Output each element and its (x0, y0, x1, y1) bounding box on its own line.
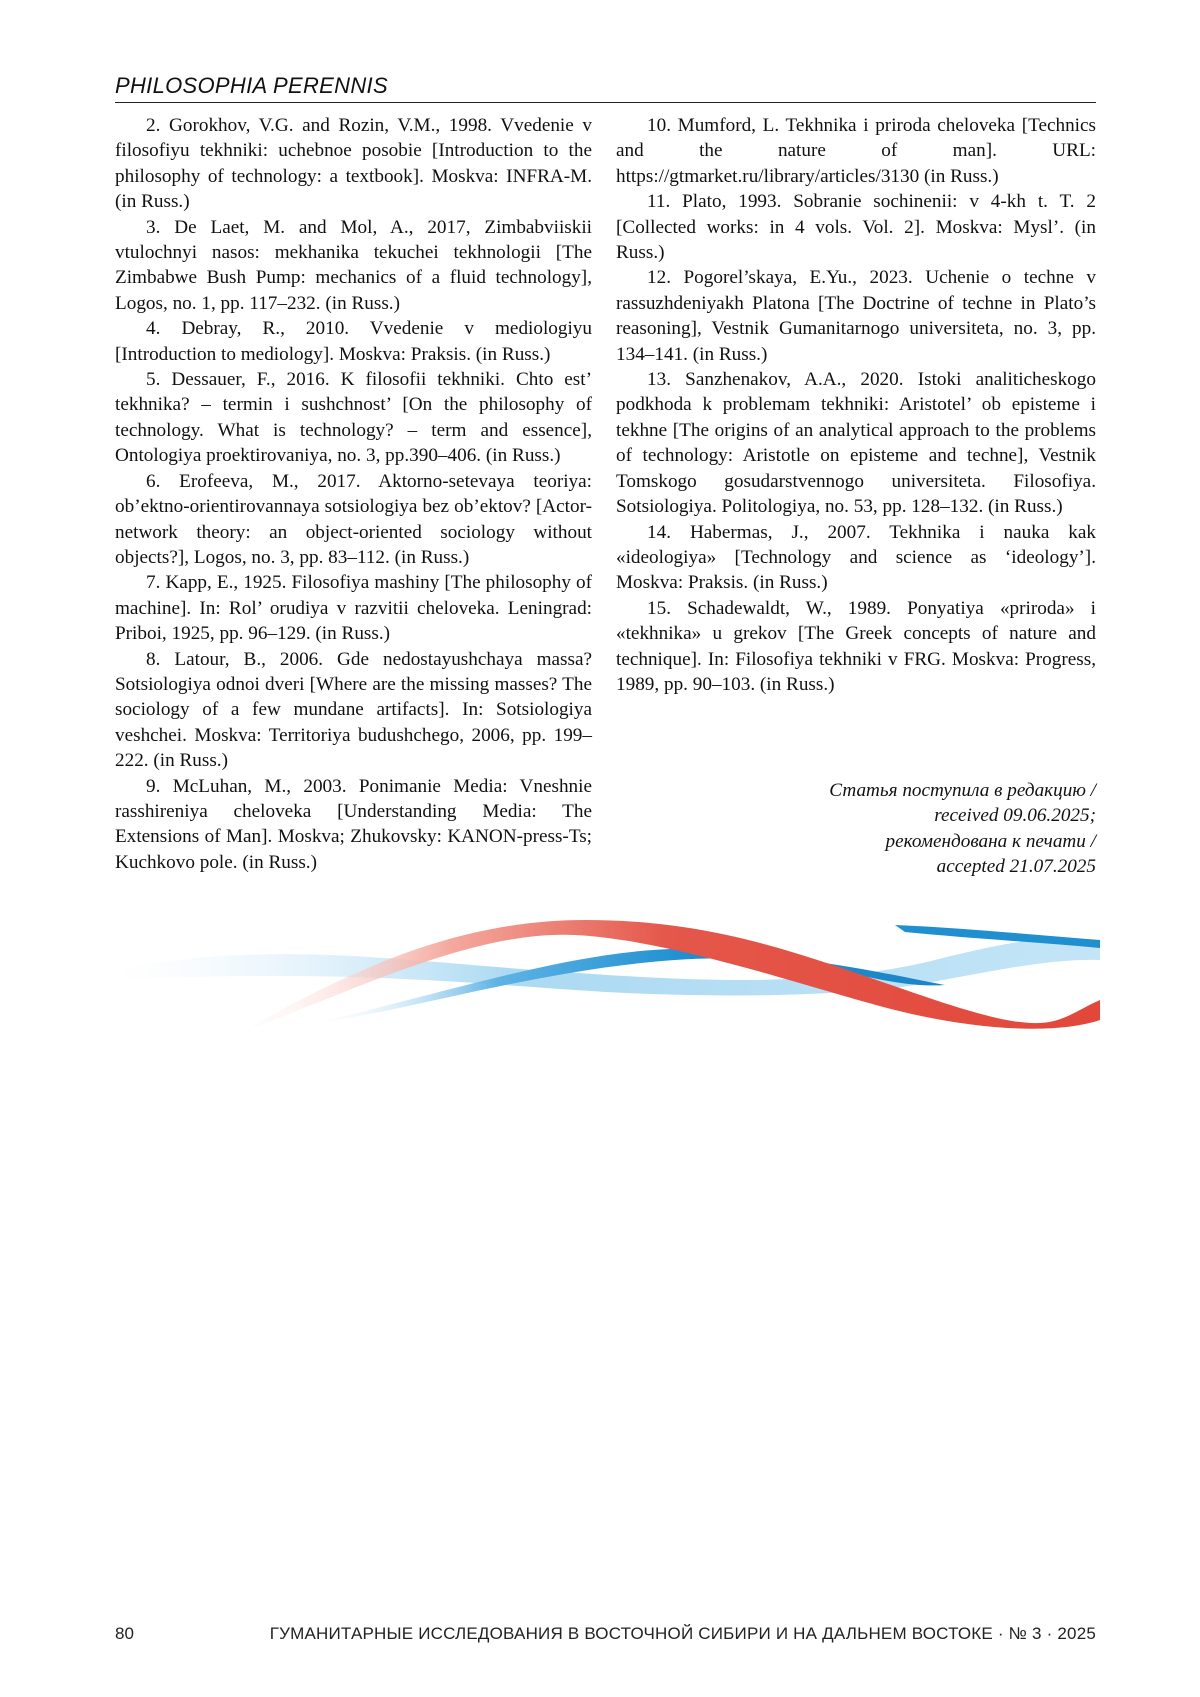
accepted-label: рекомендована к печати / (885, 830, 1096, 852)
reference-item (616, 596, 1096, 698)
reference-text: Latour, B., 2006. Gde nedostayushchaya massa? Sotsiologiya odnoi dveri [Where are the missing masses? The sociology of a few mundane artifacts]. In: Sotsiologiya veshchei. Moskva: Territoriya budushchego, 2006, pp. 199–222. (in Russ.) (115, 648, 592, 772)
reference-number: 4. (146, 318, 161, 340)
reference-text: Habermas, J., 2007. Tekhnika i nauka kak «ideologiya» [Technology and science as ‘ideology’]. Moskva: Praksis. (in Russ.) (616, 521, 1097, 594)
references-left-column (115, 113, 592, 875)
reference-text: Gorokhov, V.G. and Rozin, V.M., 1998. Vvedenie v filosofiyu tekhniki: uchebnoe posobie [Introduction to the philosophy of technology: a textbook]. Moskva: INFRA-M. (in Russ.) (115, 115, 592, 213)
reference-item (115, 316, 592, 367)
reference-text: Debray, R., 2010. Vvedenie v mediologiyu [Introduction to mediology]. Moskva: Praksis. (in Russ.) (115, 318, 592, 365)
journal-title: ГУМАНИТАРНЫЕ ИССЛЕДОВАНИЯ В ВОСТОЧНОЙ СИБИРИ И НА ДАЛЬНЕМ ВОСТОКЕ · № 3 · 2025 (269, 1624, 1096, 1643)
page-footer (115, 1624, 1096, 1648)
reference-number: 6. (146, 470, 161, 492)
reference-number: 8. (146, 648, 161, 670)
reference-item (115, 774, 592, 876)
reference-item (115, 469, 592, 571)
reference-number: 3. (146, 216, 161, 238)
wave-blue-upper (895, 925, 1100, 948)
reference-number: 10. (647, 115, 671, 136)
page-number: 80 (115, 1624, 134, 1643)
reference-text: Sanzhenakov, A.A., 2020. Istoki analiticheskogo podkhoda k problemam tekhniki: Aristotel’ ob episteme i tekhne [The origins of an analytical approach to the problems of technology: Aristotle on episteme and techne], Vestnik Tomskogo gosudarstvennogo universiteta. Filosofiya. Sotsiologiya. Politologiya, no. 53, pp. 128–132. (in Russ.) (616, 369, 1096, 518)
reference-item (115, 113, 592, 215)
wave-light-blue (115, 939, 1100, 995)
reference-text: Erofeeva, M., 2017. Aktorno-setevaya teoriya: ob’ektno-orientirovannaya sotsiologiya bez ob’ektov? [Actor-network theory: an object-oriented sociology without objects?], Logos, no. 3, pp. 83–112. (in Russ.) (115, 470, 593, 568)
accepted-date: accepted 21.07.2025 (936, 856, 1096, 878)
reference-number: 11. (647, 191, 671, 213)
reference-item (616, 520, 1096, 596)
received-date: received 09.06.2025; (934, 805, 1096, 827)
reference-number: 2. (146, 115, 161, 136)
reference-item (616, 189, 1096, 265)
submission-dates (616, 778, 1096, 880)
reference-number: 15. (647, 597, 671, 619)
reference-text: Pogorel’skaya, E.Yu., 2023. Uchenie o techne v rassuzhdeniyakh Platona [The Doctrine of techne in Plato’s reasoning], Vestnik Gumanitarnogo universiteta, no. 3, pp. 134–141. (in Russ.) (616, 267, 1096, 365)
decorative-waves (115, 900, 1100, 1040)
running-title: PHILOSOPHIA PERENNIS (115, 74, 1096, 103)
references-right-column (616, 113, 1096, 697)
received-label: Статья поступила в редакцию / (829, 780, 1096, 801)
reference-text: De Laet, M. and Mol, A., 2017, Zimbabviiskii vtulochnyi nasos: mekhanika tekuchei tekhnologii [The Zimbabwe Bush Pump: mechanics of a fluid technology], Logos, no. 1, pp. 117–232. (in Russ.) (115, 216, 593, 314)
reference-text: Dessauer, F., 2016. K filosofii tekhniki. Chto est’ tekhnika? – termin i sushchnost’ [On the philosophy of technology. What is technology? – term and essence], Ontologiya proektirovaniya, no. 3, pp.390–406. (in Russ.) (115, 369, 592, 467)
reference-item (616, 367, 1096, 519)
reference-number: 14. (647, 521, 671, 543)
reference-number: 9. (146, 775, 161, 797)
reference-item (616, 113, 1096, 189)
reference-text: McLuhan, M., 2003. Ponimanie Media: Vneshnie rasshireniya cheloveka [Understanding Media: The Extensions of Man]. Moskva; Zhukovsky: KANON-press-Ts; Kuchkovo pole. (in Russ.) (115, 775, 593, 873)
reference-item (115, 647, 592, 774)
reference-text: Plato, 1993. Sobranie sochinenii: v 4-kh t. T. 2 [Collected works: in 4 vols. Vol. 2]. Moskva: Mysl’. (in Russ.) (616, 191, 1096, 264)
reference-text: Mumford, L. Tekhnika i priroda cheloveka [Technics and the nature of man]. URL: https://gtmarket.ru/library/articles/3130 (in Russ.) (616, 115, 1096, 187)
reference-item (115, 215, 592, 317)
reference-item (115, 570, 592, 646)
reference-number: 12. (647, 267, 671, 289)
reference-item (115, 367, 592, 469)
reference-text: Kapp, E., 1925. Filosofiya mashiny [The philosophy of machine]. In: Rol’ orudiya v razvitii cheloveka. Leningrad: Priboi, 1925, pp. 96–129. (in Russ.) (115, 572, 593, 645)
reference-text: Schadewaldt, W., 1989. Ponyatiya «priroda» i «tekhnika» u grekov [The Greek concepts of nature and technique]. In: Filosofiya tekhniki v FRG. Moskva: Progress, 1989, pp. 90–103. (in Russ.) (616, 597, 1096, 695)
reference-number: 7. (146, 572, 161, 594)
reference-item (616, 265, 1096, 367)
reference-number: 13. (647, 369, 671, 391)
reference-number: 5. (146, 369, 161, 391)
